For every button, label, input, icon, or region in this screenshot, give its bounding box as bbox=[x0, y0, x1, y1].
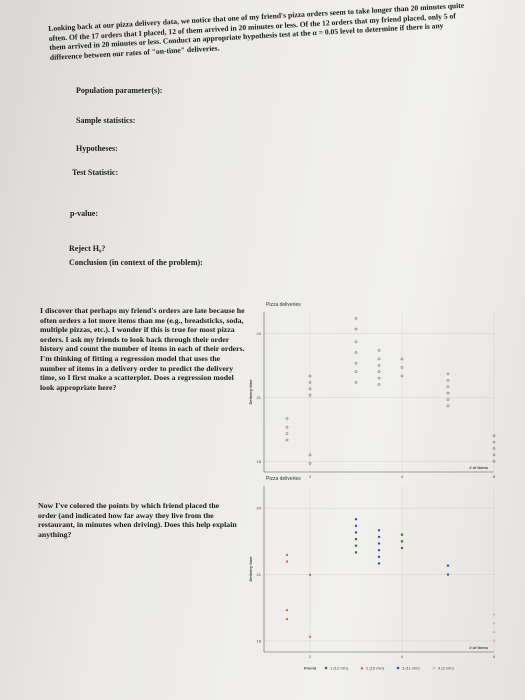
legend-entry: 3 (11 min) bbox=[402, 665, 420, 671]
data-point bbox=[286, 560, 289, 563]
data-point bbox=[378, 383, 380, 385]
chart-title: Pizza deliveries bbox=[266, 476, 301, 482]
data-point bbox=[493, 613, 496, 616]
data-point bbox=[355, 328, 357, 330]
y-tick-label: 21 bbox=[256, 394, 261, 400]
scatterplot-2-colored bbox=[248, 470, 503, 682]
data-point bbox=[378, 529, 380, 531]
data-point bbox=[493, 622, 496, 625]
data-point bbox=[493, 631, 496, 634]
colored-scatterplot-question: Now I've colored the points by which friend placed the order (and indicated how far away they live from the restaurant, in minutes when driving). Does this help explain anything? bbox=[38, 501, 237, 539]
data-point bbox=[401, 547, 403, 549]
legend-marker bbox=[325, 667, 327, 669]
data-point bbox=[447, 386, 449, 388]
x-axis-label: # of Items bbox=[469, 465, 488, 470]
p-value-label: p-value: bbox=[70, 209, 98, 218]
data-point bbox=[286, 426, 288, 428]
data-point bbox=[447, 392, 449, 394]
scatterplot-1 bbox=[248, 298, 503, 486]
y-axis-label: Delivery time bbox=[248, 379, 253, 405]
data-point bbox=[447, 405, 449, 407]
data-point bbox=[355, 525, 357, 527]
data-point bbox=[286, 433, 288, 435]
data-point bbox=[286, 418, 288, 420]
y-tick-label: 24 bbox=[256, 505, 261, 511]
data-point bbox=[378, 542, 380, 544]
data-point bbox=[286, 617, 289, 620]
data-point bbox=[355, 551, 357, 553]
data-point bbox=[355, 381, 357, 383]
legend-entry: 1 (12 min) bbox=[330, 665, 349, 671]
population-parameter-label: Population parameter(s): bbox=[76, 86, 163, 95]
y-axis-label: Delivery time bbox=[248, 556, 253, 582]
data-point bbox=[309, 635, 312, 638]
x-tick-label: 4 bbox=[400, 654, 404, 659]
legend-entry: 2 (15 min) bbox=[366, 665, 385, 671]
data-point bbox=[378, 549, 380, 551]
legend-marker bbox=[361, 667, 364, 670]
y-tick-label: 24 bbox=[256, 330, 261, 336]
data-point bbox=[447, 398, 449, 400]
hypotheses-label: Hypotheses: bbox=[76, 144, 118, 153]
legend-marker bbox=[433, 667, 436, 670]
legend-title: Friend bbox=[304, 665, 317, 671]
x-tick-label: 4 bbox=[400, 474, 404, 479]
x-tick-label: 2 bbox=[308, 474, 312, 479]
data-point bbox=[447, 564, 449, 566]
x-tick-label: 6 bbox=[492, 654, 496, 659]
data-point bbox=[355, 317, 357, 319]
data-point bbox=[447, 373, 449, 375]
data-point bbox=[378, 377, 380, 379]
x-tick-label: 2 bbox=[308, 654, 312, 659]
data-point bbox=[286, 609, 289, 612]
x-axis-label: # of Items bbox=[469, 645, 488, 650]
data-point bbox=[378, 562, 380, 564]
data-point bbox=[378, 536, 380, 538]
data-point bbox=[355, 371, 357, 373]
data-point bbox=[355, 351, 357, 353]
data-point bbox=[447, 379, 449, 381]
scatterplot-question: I discover that perhaps my friend's orders are late because he often orders a lot more items than me (e.g., breadsticks, soda, multiple pizzas, etc.). I wonder if this is true for most pizza orders. I ask my friends to look back through their order history and count the number of items in each of their orders. I'm thinking of fitting a regression model that uses the number of items in a delivery order to predict the delivery time, so I first make a scatterplot. Does a regression model look appropriate here? bbox=[40, 306, 245, 392]
test-statistic-label: Test Statistic: bbox=[72, 168, 119, 177]
data-point bbox=[447, 573, 449, 575]
data-point bbox=[378, 358, 380, 360]
data-point bbox=[355, 518, 357, 520]
legend-entry: 4 (2 min) bbox=[438, 665, 454, 671]
y-tick-label: 21 bbox=[256, 572, 261, 578]
data-point bbox=[286, 553, 289, 556]
data-point bbox=[286, 439, 288, 441]
data-point bbox=[401, 534, 403, 536]
y-tick-label: 18 bbox=[256, 638, 261, 644]
legend-marker bbox=[397, 667, 400, 670]
intro-problem-text: Looking back at our pizza delivery data, we notice that one of my friend's pizza orders seem to take longer than 20 minutes quite often. Of the 17 orders that I placed, 12 of them arrived in 20 minutes or less. Of the 12 orders that my friend placed, only 5 of them arrived in 20 minutes or less. Conduct an appropriate hypothesis test at the α = 0.05 level to determine if there is any difference between our rates of "on-time" deliveries. bbox=[48, 0, 465, 62]
data-point bbox=[378, 349, 380, 351]
reject-h0-label: Reject H₀? bbox=[69, 244, 106, 253]
y-tick-label: 18 bbox=[256, 458, 261, 464]
data-point bbox=[355, 538, 357, 540]
data-point bbox=[378, 364, 380, 366]
data-point bbox=[401, 540, 403, 542]
conclusion-label: Conclusion (in context of the problem): bbox=[69, 258, 203, 267]
x-tick-label: 6 bbox=[492, 474, 496, 479]
chart-title: Pizza deliveries bbox=[266, 302, 301, 308]
data-point bbox=[378, 371, 380, 373]
data-point bbox=[355, 341, 357, 343]
data-point bbox=[378, 556, 380, 558]
data-point bbox=[355, 362, 357, 364]
data-point bbox=[355, 545, 357, 547]
data-point bbox=[355, 531, 357, 533]
sample-statistics-label: Sample statistics: bbox=[76, 116, 136, 125]
data-point bbox=[493, 640, 496, 643]
